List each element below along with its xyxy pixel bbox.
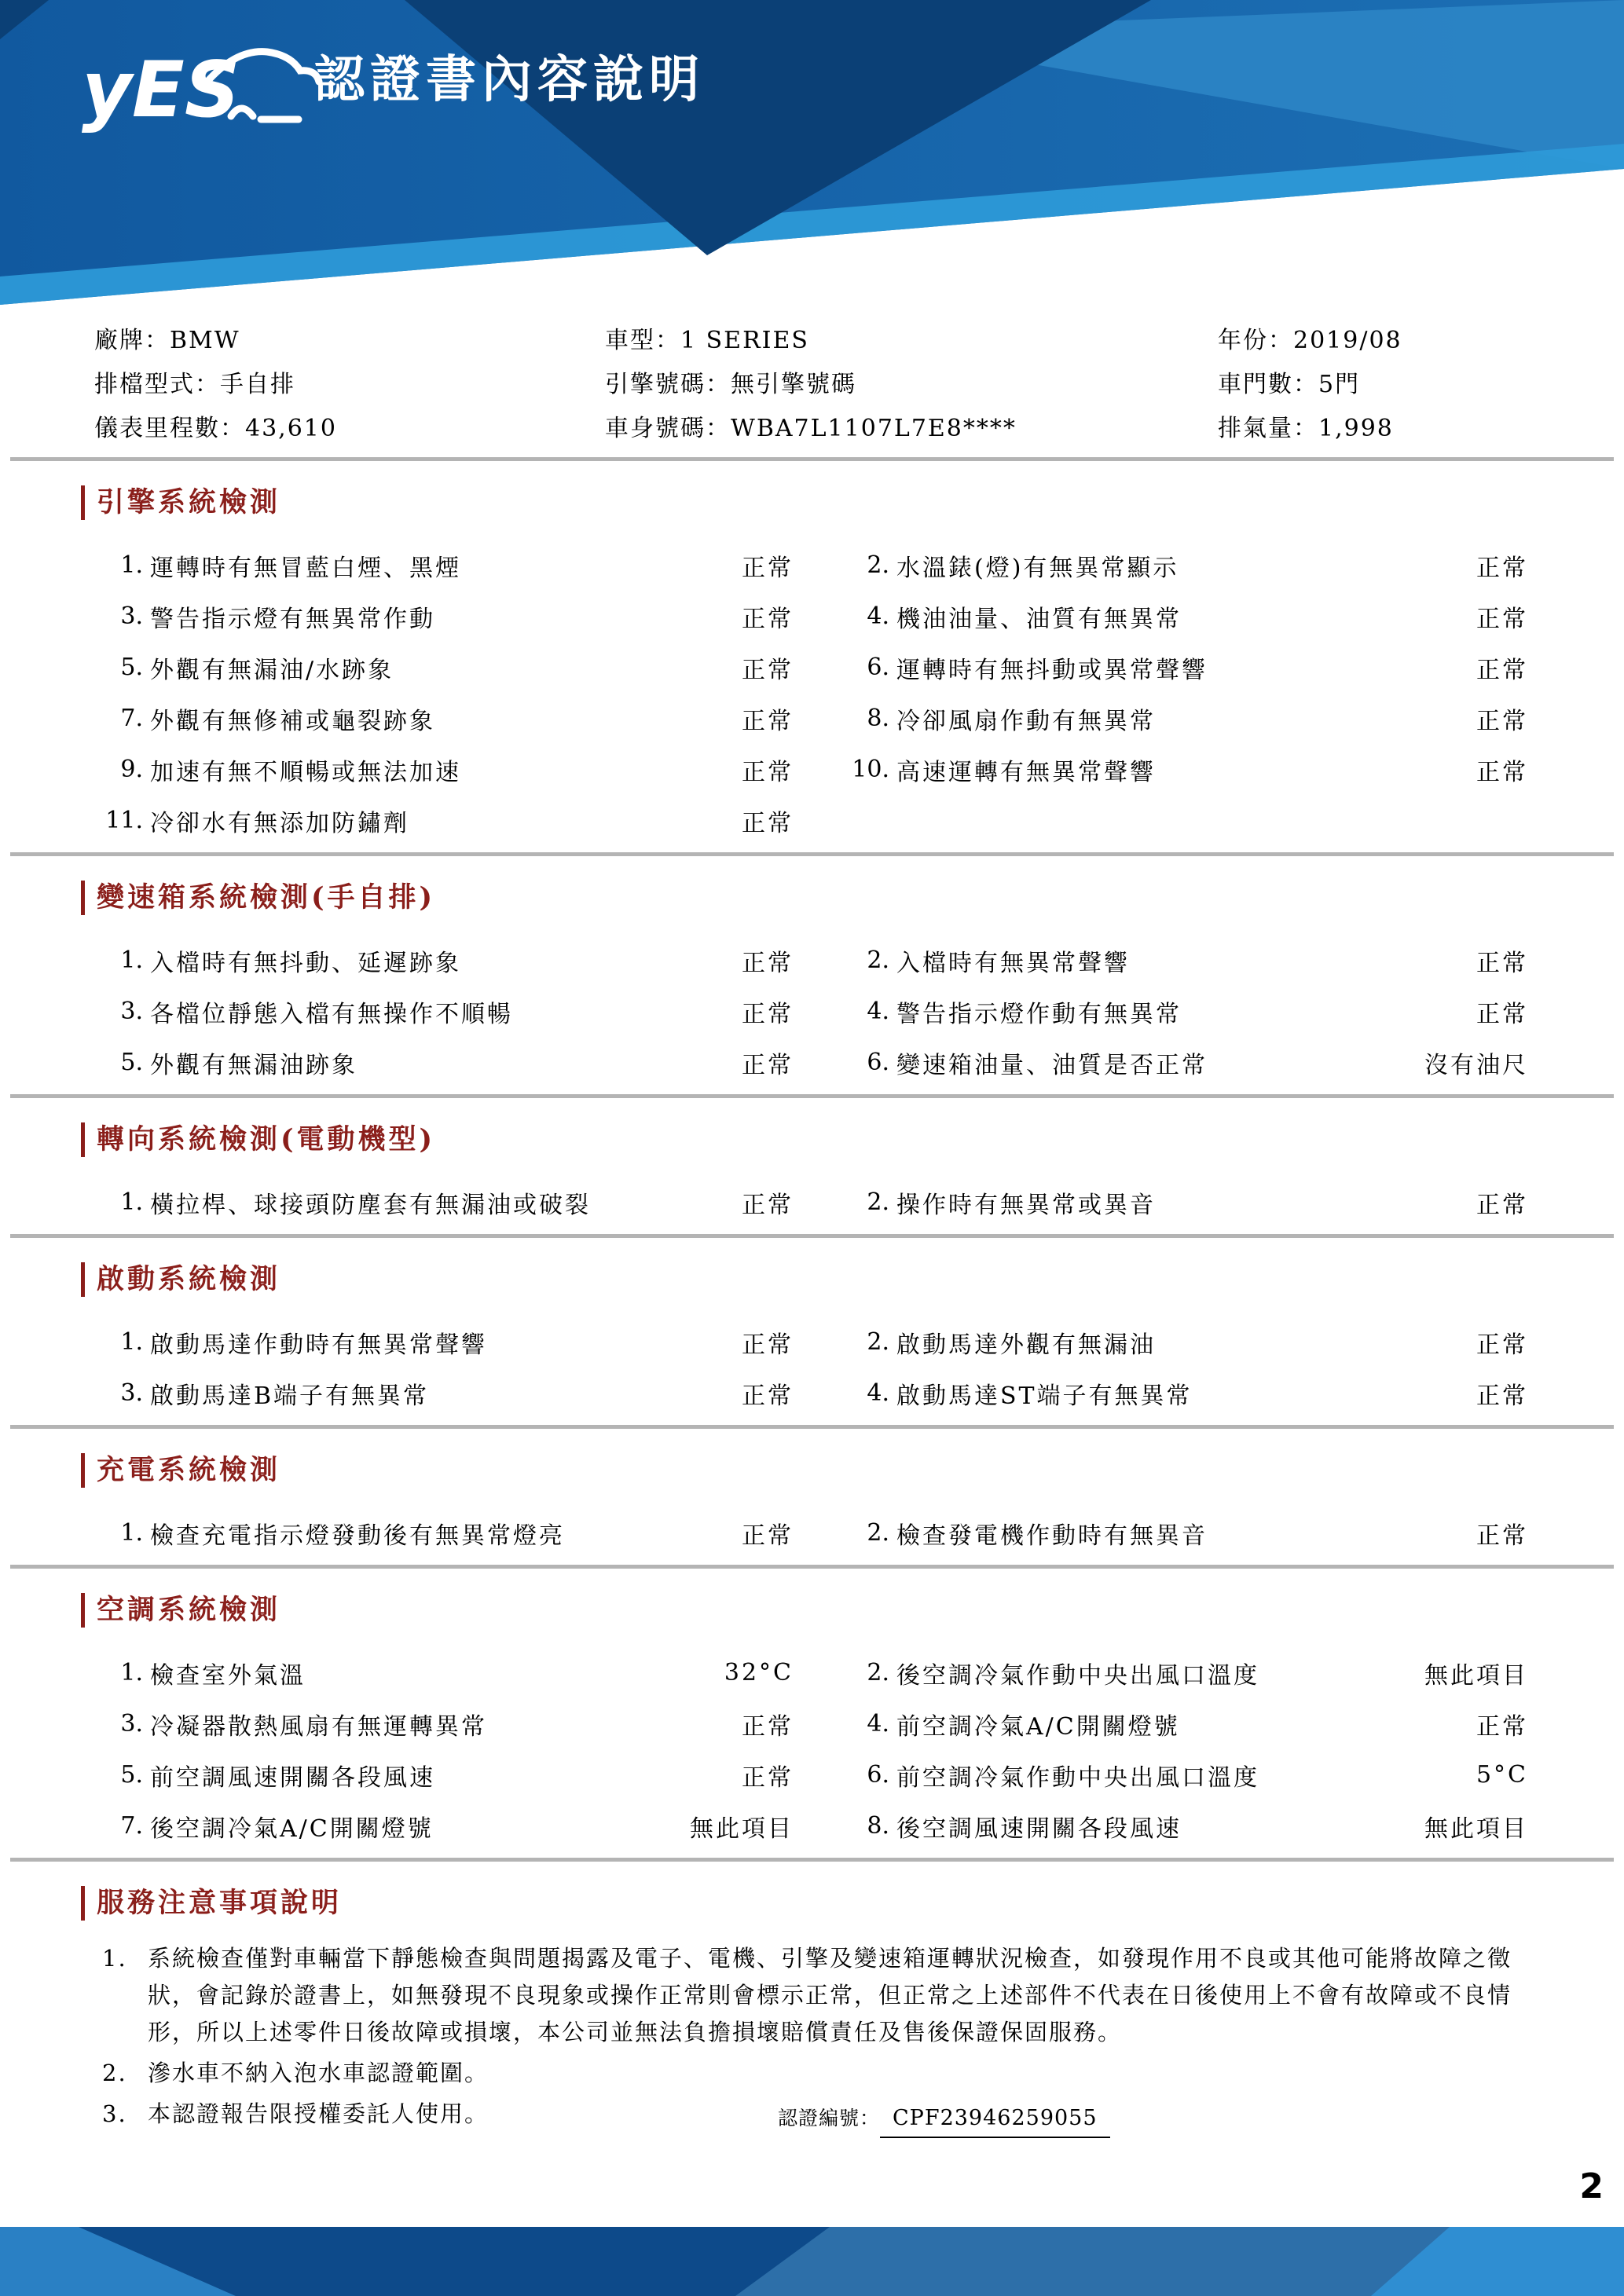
check-item	[102, 1507, 794, 1558]
info-value: 1 SERIES	[680, 327, 809, 354]
info-value: WBA7L1107L7E8****	[731, 415, 1017, 442]
item-result: 5°C	[1476, 1761, 1528, 1789]
check-item	[849, 1647, 1528, 1698]
item-label: 高速運轉有無異常聲響	[896, 758, 1156, 786]
section-items	[102, 935, 1528, 1088]
item-result: 無此項目	[1424, 1814, 1528, 1843]
inspection-sections	[0, 485, 1624, 1862]
section-block	[0, 880, 1624, 1088]
item-result: 無此項目	[690, 1814, 794, 1843]
item-result: 正常	[1476, 1712, 1528, 1741]
item-number: 5.	[120, 1049, 143, 1076]
check-item	[849, 1698, 1528, 1749]
item-number: 4.	[867, 602, 889, 630]
check-item	[102, 1037, 794, 1088]
item-label: 檢查發電機作動時有無異音	[896, 1522, 1208, 1550]
item-label: 後空調風速開關各段風速	[896, 1814, 1182, 1843]
section-title	[81, 880, 1624, 916]
check-item	[849, 935, 1528, 986]
section-divider	[10, 457, 1614, 461]
item-result: 正常	[742, 1051, 794, 1079]
item-number: 2.	[867, 947, 889, 974]
notes-items	[0, 1940, 1624, 2133]
check-item	[849, 540, 1528, 591]
section-divider	[10, 852, 1614, 856]
item-label: 外觀有無漏油跡象	[150, 1051, 357, 1079]
item-result: 無此項目	[1424, 1661, 1528, 1690]
info-label: 年份：	[1218, 327, 1293, 354]
info-value: BMW	[170, 327, 240, 354]
info-value: 手自排	[220, 371, 295, 398]
item-number: 2.	[867, 1188, 889, 1216]
section-items	[102, 540, 1528, 846]
yes-logo-text: yES	[82, 46, 240, 135]
note-text: 本認證報告限授權委託人使用。	[148, 2100, 489, 2127]
item-number: 1.	[120, 1659, 143, 1686]
item-number: 7.	[120, 705, 143, 732]
content-area	[0, 306, 1624, 2137]
section-block	[0, 1452, 1624, 1558]
section-title-bar	[81, 881, 85, 915]
item-number: 6.	[867, 654, 889, 681]
item-number: 1.	[120, 1188, 143, 1216]
check-item	[102, 540, 794, 591]
item-number: 1.	[120, 1519, 143, 1547]
vehicle-info-cell	[94, 319, 605, 363]
item-label: 冷卻水有無添加防鏽劑	[150, 809, 409, 837]
footer-background-shapes	[0, 2227, 1624, 2296]
item-number: 5.	[120, 1761, 143, 1789]
item-number: 6.	[867, 1761, 889, 1789]
item-label: 外觀有無修補或龜裂跡象	[150, 707, 435, 735]
section-title-text: 充電系統檢測	[97, 1454, 281, 1486]
info-value: 43,610	[245, 415, 337, 442]
item-label: 檢查室外氣溫	[150, 1661, 306, 1690]
info-value: 5門	[1318, 371, 1361, 398]
item-number: 1.	[120, 551, 143, 579]
item-result: 正常	[1476, 707, 1528, 735]
section-title-bar	[81, 1262, 85, 1297]
check-item	[102, 693, 794, 744]
item-result: 正常	[1476, 758, 1528, 786]
item-number: 2.	[867, 551, 889, 579]
item-number: 8.	[867, 1812, 889, 1840]
item-label: 各檔位靜態入檔有無操作不順暢	[150, 1000, 513, 1028]
yes-logo	[82, 35, 325, 140]
check-item	[849, 591, 1528, 642]
section-items	[102, 1316, 1528, 1419]
item-label: 後空調冷氣A/C開關燈號	[150, 1814, 434, 1843]
item-number: 4.	[867, 1710, 889, 1738]
item-result: 正常	[742, 809, 794, 837]
item-result: 正常	[742, 1522, 794, 1550]
item-number: 5.	[120, 654, 143, 681]
item-number: 9.	[120, 756, 143, 783]
section-title	[81, 485, 1624, 521]
section-block	[0, 1122, 1624, 1228]
info-label: 引擎號碼：	[605, 371, 731, 398]
item-number: 3.	[120, 1710, 143, 1738]
check-item	[102, 1800, 794, 1851]
info-label: 車型：	[605, 327, 680, 354]
check-item	[102, 1749, 794, 1800]
info-label: 廠牌：	[94, 327, 170, 354]
vehicle-info	[94, 319, 1612, 451]
item-label: 啟動馬達作動時有無異常聲響	[150, 1331, 487, 1359]
vehicle-info-cell	[605, 363, 1218, 407]
item-result: 正常	[742, 1331, 794, 1359]
section-divider	[10, 1858, 1614, 1862]
footer-banner	[0, 2227, 1624, 2296]
header-banner	[0, 0, 1624, 306]
check-item	[102, 795, 794, 846]
item-result: 正常	[742, 1191, 794, 1219]
item-number: 2.	[867, 1328, 889, 1356]
check-item	[849, 693, 1528, 744]
item-number: 4.	[867, 998, 889, 1025]
section-title	[81, 1262, 1624, 1298]
note-number: 1.	[102, 1945, 127, 1972]
section-title-bar	[81, 1593, 85, 1628]
section-title-bar	[81, 1122, 85, 1157]
section-items	[102, 1177, 1528, 1228]
item-label: 入檔時有無異常聲響	[896, 949, 1130, 977]
item-label: 外觀有無漏油/水跡象	[150, 656, 394, 684]
item-label: 加速有無不順暢或無法加速	[150, 758, 461, 786]
vehicle-info-cell	[94, 407, 605, 451]
section-title-bar	[81, 485, 85, 520]
item-number: 11.	[105, 807, 143, 834]
item-label: 冷凝器散熱風扇有無運轉異常	[150, 1712, 487, 1741]
item-label: 操作時有無異常或異音	[896, 1191, 1156, 1219]
note-text: 滲水車不納入泡水車認證範圍。	[148, 2060, 489, 2086]
check-item	[102, 1368, 794, 1419]
check-item	[102, 1316, 794, 1368]
info-label: 車門數：	[1218, 371, 1318, 398]
section-items	[102, 1647, 1528, 1851]
item-number: 4.	[867, 1379, 889, 1407]
item-label: 警告指示燈有無異常作動	[150, 605, 435, 633]
item-result: 正常	[742, 707, 794, 735]
item-number: 1.	[120, 1328, 143, 1356]
section-block	[0, 1262, 1624, 1419]
item-result: 正常	[742, 1000, 794, 1028]
note-item	[102, 2055, 1540, 2092]
section-title	[81, 1452, 1624, 1489]
section-title-text: 啟動系統檢測	[97, 1263, 281, 1295]
check-item	[849, 986, 1528, 1037]
note-item	[102, 2096, 1540, 2133]
check-item	[102, 591, 794, 642]
item-label: 啟動馬達B端子有無異常	[150, 1382, 430, 1410]
vehicle-info-cell	[605, 319, 1218, 363]
item-label: 運轉時有無冒藍白煙、黑煙	[150, 554, 461, 582]
item-label: 橫拉桿、球接頭防塵套有無漏油或破裂	[150, 1191, 591, 1219]
item-result: 正常	[742, 1763, 794, 1792]
certificate-number-field	[778, 2100, 1110, 2138]
section-title-text: 空調系統檢測	[97, 1594, 281, 1626]
item-label: 檢查充電指示燈發動後有無異常燈亮	[150, 1522, 565, 1550]
item-label: 啟動馬達外觀有無漏油	[896, 1331, 1156, 1359]
item-result: 正常	[1476, 1331, 1528, 1359]
item-result: 正常	[742, 605, 794, 633]
check-item	[102, 1698, 794, 1749]
info-label: 儀表里程數：	[94, 415, 245, 442]
section-title-text: 引擎系統檢測	[97, 486, 281, 518]
item-label: 水溫錶(燈)有無異常顯示	[896, 554, 1179, 582]
info-label: 車身號碼：	[605, 415, 731, 442]
section-divider	[10, 1094, 1614, 1098]
item-number: 3.	[120, 1379, 143, 1407]
check-item	[102, 1177, 794, 1228]
item-label: 入檔時有無抖動、延遲跡象	[150, 949, 461, 977]
check-item	[102, 986, 794, 1037]
vehicle-info-cell	[94, 363, 605, 407]
section-title	[81, 1592, 1624, 1628]
section-block	[0, 1592, 1624, 1851]
certificate-number-value: CPF23946259055	[880, 2100, 1110, 2138]
item-label: 啟動馬達ST端子有無異常	[896, 1382, 1193, 1410]
item-result: 正常	[1476, 1000, 1528, 1028]
item-number: 8.	[867, 705, 889, 732]
info-label: 排檔型式：	[94, 371, 220, 398]
section-block	[0, 485, 1624, 846]
item-number: 3.	[120, 998, 143, 1025]
notes-title	[81, 1885, 1624, 1921]
item-result: 正常	[1476, 605, 1528, 633]
item-result: 沒有油尺	[1424, 1051, 1528, 1079]
certificate-number-label: 認證編號：	[778, 2107, 881, 2129]
section-divider	[10, 1234, 1614, 1238]
item-number: 10.	[852, 756, 889, 783]
vehicle-info-cell	[1218, 407, 1612, 451]
item-result: 正常	[742, 758, 794, 786]
section-divider	[10, 1565, 1614, 1569]
section-title-bar	[81, 1886, 85, 1921]
item-label: 警告指示燈作動有無異常	[896, 1000, 1182, 1028]
item-label: 前空調冷氣A/C開關燈號	[896, 1712, 1180, 1741]
section-items	[102, 1507, 1528, 1558]
item-result: 正常	[1476, 949, 1528, 977]
item-result: 正常	[742, 1382, 794, 1410]
check-item	[849, 1800, 1528, 1851]
info-label: 排氣量：	[1218, 415, 1318, 442]
item-number: 1.	[120, 947, 143, 974]
section-title-text: 轉向系統檢測(電動機型)	[97, 1123, 436, 1155]
item-label: 前空調冷氣作動中央出風口溫度	[896, 1763, 1259, 1792]
page-title: 認證書內容說明	[314, 51, 705, 109]
section-divider	[10, 1425, 1614, 1429]
item-result: 32°C	[724, 1659, 794, 1686]
item-result: 正常	[1476, 656, 1528, 684]
notes-title-text: 服務注意事項說明	[97, 1887, 343, 1919]
check-item	[849, 1177, 1528, 1228]
info-value: 1,998	[1318, 415, 1394, 442]
item-label: 冷卻風扇作動有無異常	[896, 707, 1156, 735]
item-result: 正常	[1476, 1382, 1528, 1410]
check-item	[849, 642, 1528, 693]
page-number: 2	[1579, 2166, 1604, 2206]
section-title-text: 變速箱系統檢測(手自排)	[97, 881, 436, 914]
item-label: 前空調風速開關各段風速	[150, 1763, 435, 1792]
check-item	[102, 1647, 794, 1698]
item-result: 正常	[742, 656, 794, 684]
item-result: 正常	[1476, 1191, 1528, 1219]
item-label: 機油油量、油質有無異常	[896, 605, 1182, 633]
check-item	[849, 1507, 1528, 1558]
info-value: 無引擎號碼	[731, 371, 856, 398]
section-title-bar	[81, 1453, 85, 1488]
note-number: 2.	[102, 2060, 127, 2086]
section-title	[81, 1122, 1624, 1158]
check-item	[849, 1749, 1528, 1800]
check-item	[849, 744, 1528, 795]
vehicle-info-cell	[605, 407, 1218, 451]
item-number: 7.	[120, 1812, 143, 1840]
item-label: 後空調冷氣作動中央出風口溫度	[896, 1661, 1259, 1690]
notes-section	[0, 1885, 1624, 2133]
check-item	[849, 1368, 1528, 1419]
item-result: 正常	[1476, 1522, 1528, 1550]
note-text: 系統檢查僅對車輛當下靜態檢查與問題揭露及電子、電機、引擎及變速箱運轉狀況檢查，如發現作用不良或其他可能將故障之徵狀，會記錄於證書上，如無發現不良現象或操作正常則會標示正常，但正常之上述部件不代表在日後使用上不會有故障或不良情形，所以上述零件日後故障或損壞，本公司並無法負擔損壞賠償責任及售後保證保固服務。	[148, 1945, 1512, 2045]
check-item	[849, 1316, 1528, 1368]
check-item	[102, 935, 794, 986]
item-number: 2.	[867, 1519, 889, 1547]
note-item	[102, 1940, 1540, 2051]
note-number: 3.	[102, 2100, 127, 2127]
vehicle-info-cell	[1218, 319, 1612, 363]
item-result: 正常	[1476, 554, 1528, 582]
item-number: 2.	[867, 1659, 889, 1686]
check-item	[102, 744, 794, 795]
item-number: 3.	[120, 602, 143, 630]
item-label: 運轉時有無抖動或異常聲響	[896, 656, 1208, 684]
item-number: 6.	[867, 1049, 889, 1076]
item-result: 正常	[742, 554, 794, 582]
item-label: 變速箱油量、油質是否正常	[896, 1051, 1208, 1079]
info-value: 2019/08	[1293, 327, 1402, 354]
check-item	[102, 642, 794, 693]
item-result: 正常	[742, 949, 794, 977]
check-item	[849, 1037, 1528, 1088]
vehicle-info-cell	[1218, 363, 1612, 407]
item-result: 正常	[742, 1712, 794, 1741]
